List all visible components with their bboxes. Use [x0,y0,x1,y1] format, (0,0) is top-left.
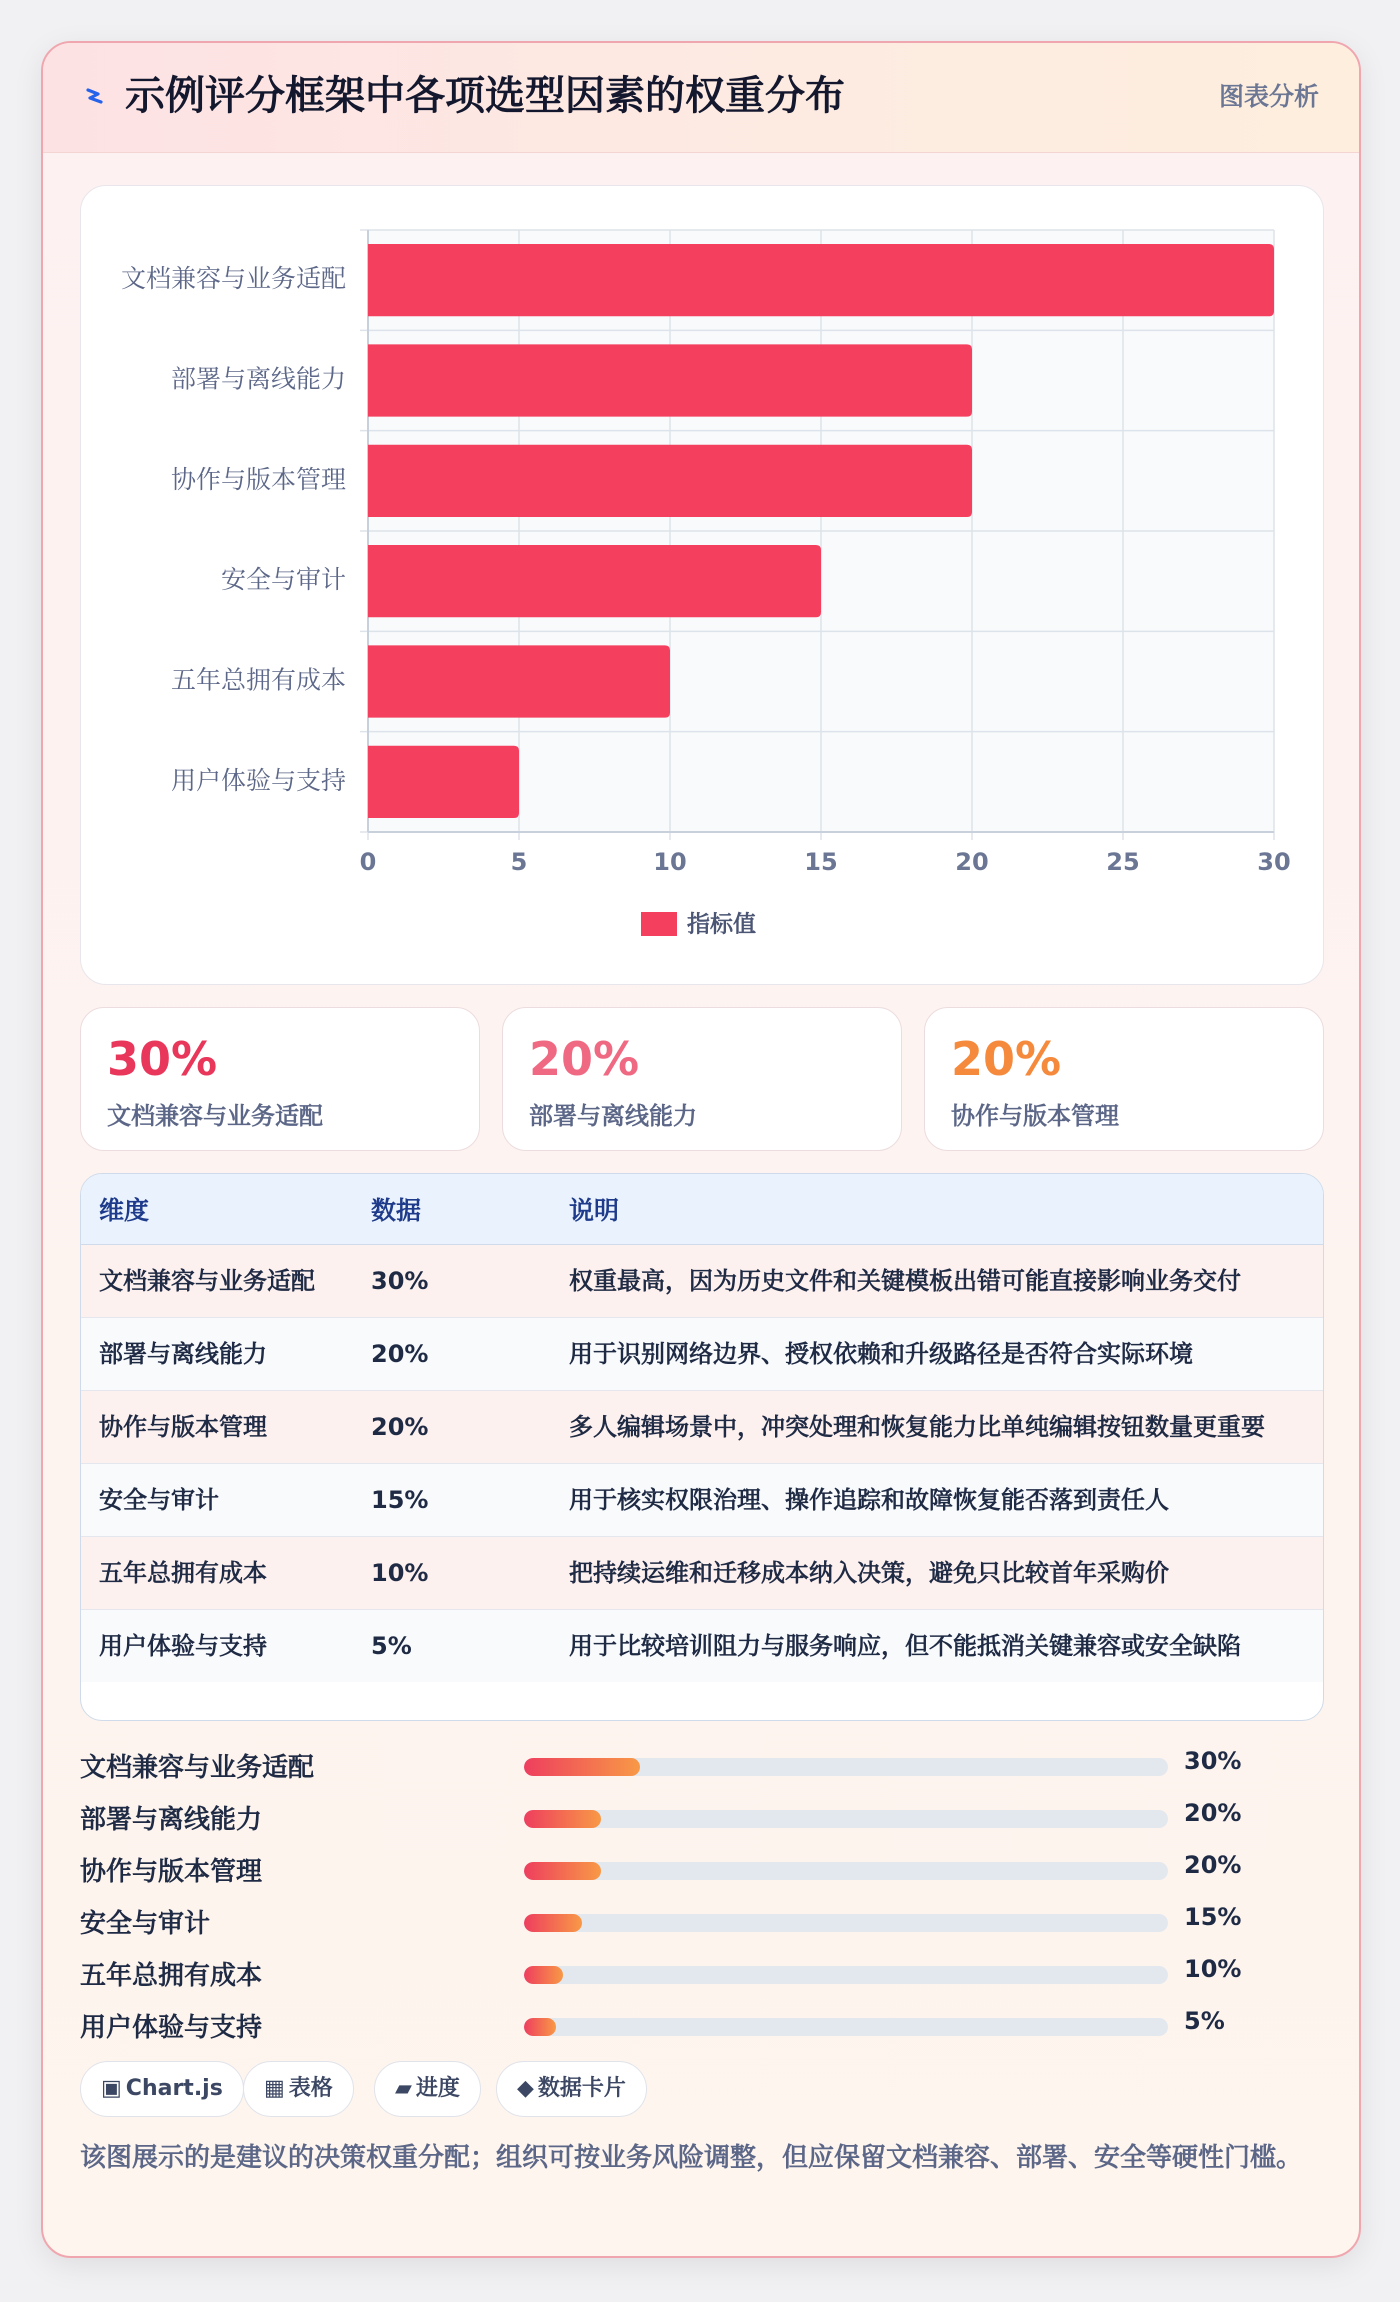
kpi-value: 30% [107,1032,218,1086]
table-cell-dimension: 文档兼容与业务适配 [81,1244,353,1317]
progress-value: 20% [1184,1851,1242,1879]
kpi-card [502,1007,902,1151]
chip-label: 表格 [288,2076,333,2101]
tag-chips [80,2061,1324,2117]
table-cell-value: 30% [353,1244,551,1317]
table-row [81,1317,1323,1390]
kpi-cards [80,1007,1324,1151]
y-tick-label: 部署与离线能力 [170,364,346,394]
page-title: 示例评分框架中各项选型因素的权重分布 [125,73,845,119]
chart-card [41,41,1361,2258]
legend-swatch [641,912,677,936]
table-cell-dimension: 五年总拥有成本 [81,1536,353,1609]
column-header[interactable]: 数据 [353,1174,551,1244]
table-cell-description: 用于比较培训阻力与服务响应，但不能抵消关键兼容或安全缺陷 [551,1609,1323,1682]
progress-row [80,1791,1324,1843]
chip-label: 进度 [415,2076,460,2101]
bar [368,344,972,416]
table-cell-value: 15% [353,1463,551,1536]
column-header[interactable]: 说明 [551,1174,1323,1244]
table-cell-value: 20% [353,1317,551,1390]
table-row [81,1536,1323,1609]
progress-label: 文档兼容与业务适配 [80,1753,315,1783]
progress-label: 五年总拥有成本 [80,1961,263,1991]
progress-value: 15% [1184,1903,1242,1931]
table-cell-description: 把持续运维和迁移成本纳入决策，避免只比较首年采购价 [551,1536,1323,1609]
table-row [81,1390,1323,1463]
progress-value: 5% [1184,2007,1225,2035]
table-cell-description: 用于核实权限治理、操作追踪和故障恢复能否落到责任人 [551,1463,1323,1536]
progress-fill [524,1758,640,1776]
progress-track [524,1914,1168,1932]
column-header[interactable]: 维度 [81,1174,353,1244]
progress-label: 协作与版本管理 [80,1857,263,1887]
chart-analysis-badge[interactable]: 图表分析 [1218,82,1319,111]
table-cell-value: 20% [353,1390,551,1463]
table-cell-dimension: 安全与审计 [81,1463,353,1536]
table-cell-description: 多人编辑场景中，冲突处理和恢复能力比单纯编辑按钮数量更重要 [551,1390,1323,1463]
footnote: 该图展示的是建议的决策权重分配；组织可按业务风险调整，但应保留文档兼容、部署、安全等硬性门槛。 [80,2143,1303,2173]
progress-fill [524,1862,601,1880]
y-tick-label: 安全与审计 [220,565,346,595]
progress-row [80,1739,1324,1791]
card-header [43,43,1359,153]
table-cell-description: 权重最高，因为历史文件和关键模板出错可能直接影响业务交付 [551,1244,1323,1317]
legend-label: 指标值 [687,911,756,938]
y-tick-label: 协作与版本管理 [170,464,346,494]
table-icon: ▦ [264,2076,285,2101]
progress-list [80,1739,1324,2051]
lightning-bolt-icon [81,77,107,117]
y-tick-label: 文档兼容与业务适配 [120,264,346,294]
bar [368,746,519,818]
progress-icon: ▰ [395,2076,412,2101]
diamond-icon: ◆ [517,2076,534,2101]
y-tick-label: 五年总拥有成本 [170,665,346,695]
progress-track [524,1810,1168,1828]
progress-value: 10% [1184,1955,1242,1983]
progress-row [80,1947,1324,1999]
table-cell-value: 5% [353,1609,551,1682]
progress-fill [524,1810,601,1828]
chip-data-card[interactable] [496,2061,647,2117]
progress-row [80,1895,1324,1947]
table-header-row [81,1174,1323,1244]
progress-fill [524,2018,556,2036]
progress-track [524,1966,1168,1984]
progress-label: 用户体验与支持 [80,2013,263,2043]
progress-track [524,1862,1168,1880]
progress-row [80,1843,1324,1895]
bar-chart [81,186,1325,986]
chart-icon: ▣ [101,2076,122,2101]
table-cell-dimension: 用户体验与支持 [81,1609,353,1682]
bar [368,545,821,617]
x-tick-label: 10 [653,848,687,876]
table-cell-value: 10% [353,1536,551,1609]
progress-track [524,1758,1168,1776]
x-tick-label: 15 [804,848,838,876]
progress-label: 安全与审计 [80,1909,211,1939]
x-tick-label: 25 [1106,848,1140,876]
progress-track [524,2018,1168,2036]
bar [368,445,972,517]
kpi-card [924,1007,1324,1151]
bar [368,645,670,717]
chip-table[interactable] [243,2061,354,2117]
table-cell-dimension: 协作与版本管理 [81,1390,353,1463]
progress-value: 20% [1184,1799,1242,1827]
chip-progress[interactable] [374,2061,481,2117]
table-row [81,1463,1323,1536]
progress-label: 部署与离线能力 [80,1805,263,1835]
x-tick-label: 0 [359,848,377,876]
kpi-card [80,1007,480,1151]
progress-fill [524,1966,563,1984]
chip-label: Chart.js [125,2076,223,2101]
bar-chart-panel [80,185,1324,985]
progress-fill [524,1914,582,1932]
kpi-label: 协作与版本管理 [951,1102,1119,1130]
chip-label: 数据卡片 [537,2076,626,2101]
x-tick-label: 5 [510,848,528,876]
kpi-label: 文档兼容与业务适配 [107,1102,323,1130]
x-tick-label: 20 [955,848,989,876]
kpi-label: 部署与离线能力 [529,1102,697,1130]
progress-row [80,1999,1324,2051]
y-tick-label: 用户体验与支持 [170,765,346,795]
table-cell-dimension: 部署与离线能力 [81,1317,353,1390]
x-tick-label: 30 [1257,848,1291,876]
table-row [81,1609,1323,1682]
progress-value: 30% [1184,1747,1242,1775]
data-table [80,1173,1324,1721]
kpi-value: 20% [951,1032,1062,1086]
table-row [81,1244,1323,1317]
table-cell-description: 用于识别网络边界、授权依赖和升级路径是否符合实际环境 [551,1317,1323,1390]
chip-chartjs[interactable] [80,2061,244,2117]
bar [368,244,1274,316]
kpi-value: 20% [529,1032,640,1086]
